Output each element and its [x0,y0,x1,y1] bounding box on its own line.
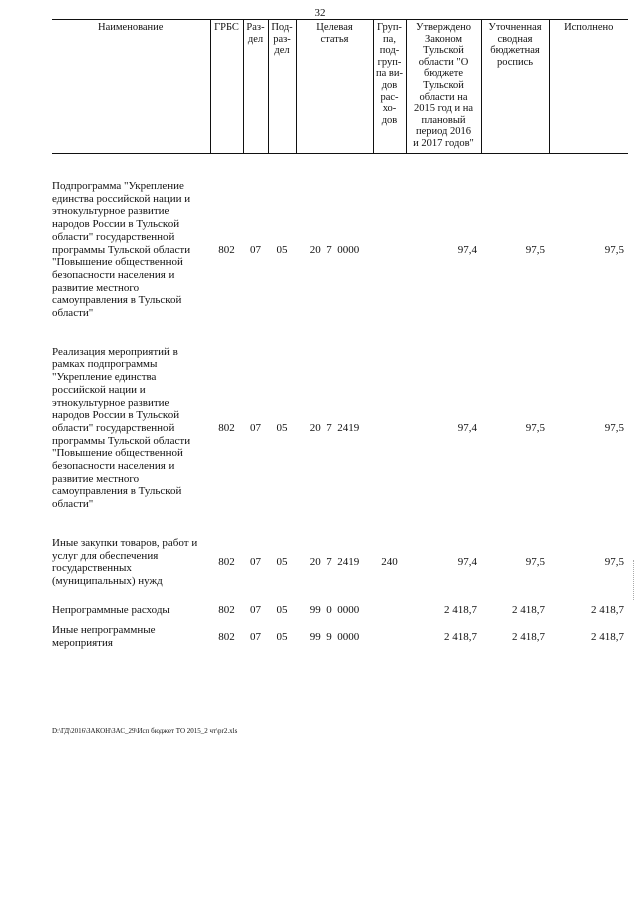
row-utverzhdeno: 2 418,7 [444,603,477,616]
scan-edge-mark [632,560,634,600]
col-header-gruppa: Груп- па, под- груп- па ви- дов рас- хо- дов [373,20,406,154]
row-podrazdel: 05 [276,603,288,616]
row-razdel: 07 [250,630,261,643]
row-podrazdel: 05 [276,555,288,568]
table-row [52,537,628,588]
row-utochnennaya: 2 418,7 [512,630,545,643]
col-header-ispolneno: Исполнено [549,20,628,154]
row-name: Реализация мероприятий в рамках подпрограммы "Укрепление единства российской нации и этнокультурное развитие народов России в Тульской области" государственной программы Тульской области "Повышение общественной безопасности населения и развитие местного самоуправления в Тульской области" [52,345,191,511]
row-utverzhdeno: 97,4 [457,555,477,568]
row-ispolneno: 97,5 [604,555,624,568]
row-name: Подпрограмма "Укрепление единства российской нации и этнокультурное развитие народов России в Тульской области" государственной программы Тульской области "Повышение общественной безопасности населения и развитие местного самоуправления в Тульской области" [52,180,191,320]
row-grbs: 802 [218,555,235,568]
row-grbs: 802 [218,630,235,643]
table-body [52,180,628,650]
file-path-footer: D:\ГД\2016\ЗАКОН\ЗАС_29\Исп бюджет ТО 2015_2 чт\pr2.xls [52,727,238,735]
row-utochnennaya: 97,5 [525,555,545,568]
row-ispolneno: 97,5 [604,421,624,434]
row-utverzhdeno: 97,4 [457,243,477,256]
row-ispolneno: 97,5 [604,243,624,256]
table-row [52,346,628,511]
row-utochnennaya: 97,5 [525,243,545,256]
row-razdel: 07 [250,243,261,256]
row-razdel: 07 [250,555,261,568]
row-vid [373,180,406,320]
row-grbs: 802 [218,243,235,256]
row-razdel: 07 [250,421,261,434]
col-header-razdel: Раз- дел [243,20,268,154]
row-podrazdel: 05 [276,243,288,256]
table-header [52,19,628,154]
col-header-celevaya: Целевая статья [296,20,373,154]
row-name: Иные непрограммные мероприятия [52,624,156,650]
row-celevaya: 20 7 0000 [309,243,360,256]
col-header-name: Наименование [52,20,210,154]
table-row [52,604,628,617]
col-header-utverzhdeno: Утверждено Законом Тульской области "О бюджете Тульской области на 2015 год и на плановый период 2016 и 2017 годов" [406,20,481,154]
row-spacer [52,320,628,346]
row-utochnennaya: 97,5 [525,421,545,434]
row-vid [373,624,406,649]
row-ispolneno: 2 418,7 [591,603,624,616]
row-celevaya: 20 7 2419 [309,421,360,434]
row-razdel: 07 [250,603,261,616]
row-celevaya: 20 7 2419 [309,555,360,568]
table-row [52,180,628,320]
page-number: 32 [314,7,326,19]
row-spacer [52,511,628,537]
col-header-utochnennaya: Уточненная сводная бюджетная роспись [481,20,549,154]
table-row [52,624,628,649]
row-name: Иные закупки товаров, работ и услуг для обеспечения государственных (муниципальных) нужд [52,536,198,587]
row-celevaya: 99 9 0000 [309,630,360,643]
col-header-podrazdel: Под- раз- дел [268,20,296,154]
row-vid: 240 [381,555,398,568]
row-utochnennaya: 2 418,7 [512,603,545,616]
row-vid [373,346,406,511]
row-ispolneno: 2 418,7 [591,630,624,643]
row-grbs: 802 [218,421,235,434]
row-utverzhdeno: 2 418,7 [444,630,477,643]
row-celevaya: 99 0 0000 [309,603,360,616]
row-grbs: 802 [218,603,235,616]
row-spacer [52,588,628,604]
row-podrazdel: 05 [276,421,288,434]
row-utverzhdeno: 97,4 [457,421,477,434]
row-name: Непрограммные расходы [52,603,170,616]
row-vid [373,604,406,617]
col-header-grbs: ГРБС [210,20,243,154]
row-podrazdel: 05 [276,630,288,643]
row-spacer [52,616,628,624]
